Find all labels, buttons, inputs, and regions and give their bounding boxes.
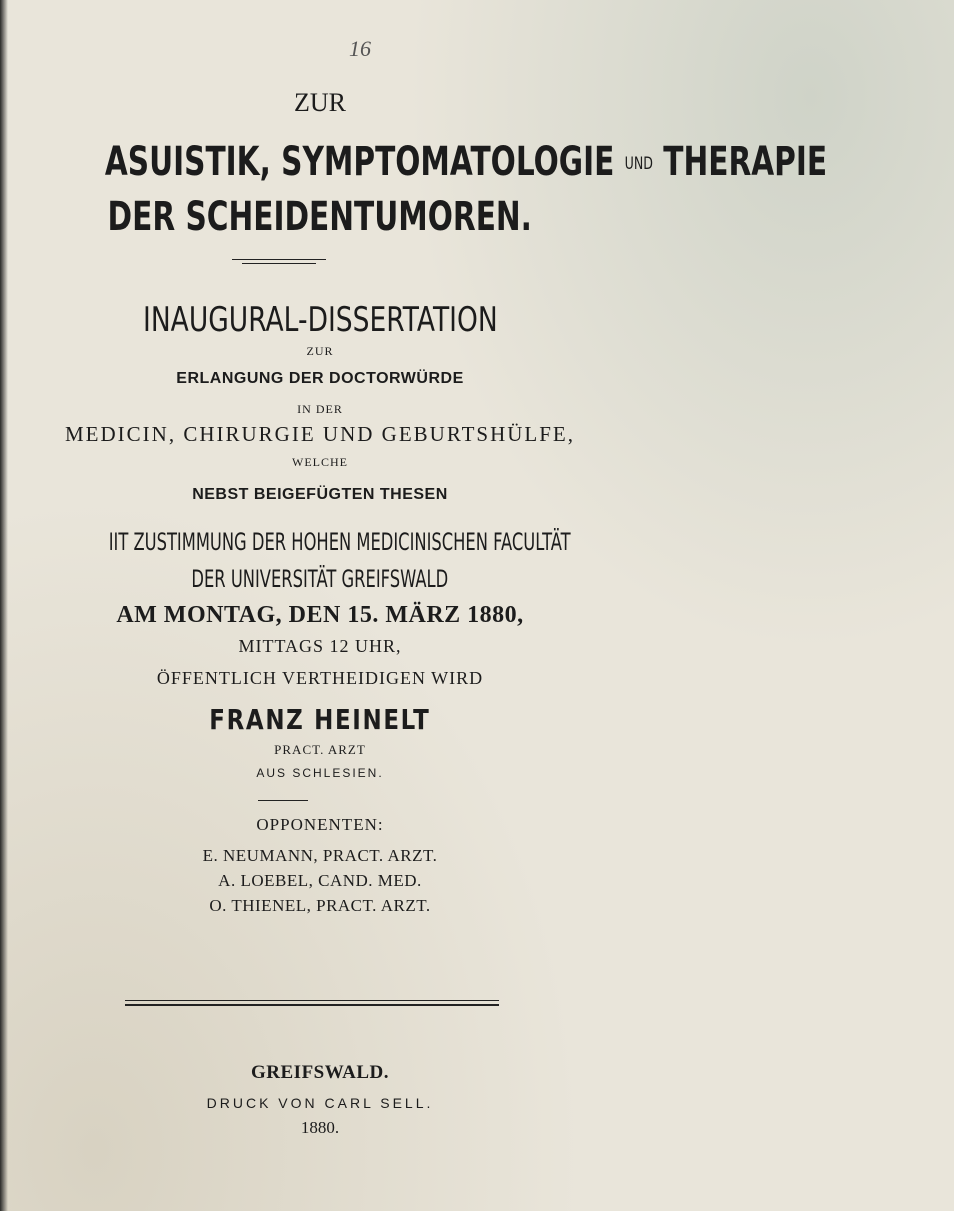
title-line-2-text: DER SCHEIDENTUMOREN. (107, 194, 533, 240)
title-line-1 (0, 138, 828, 185)
title-part-b: THERAPIE (663, 139, 828, 185)
author-title: PRACT. ARZT (274, 742, 366, 757)
page-number: 16 (349, 36, 371, 61)
universitaet-line (0, 565, 640, 594)
erlangung-line: ERLANGUNG DER DOCTORWÜRDE (176, 370, 464, 387)
title-small-und: UND (624, 154, 653, 174)
header-word: ZUR (294, 88, 346, 117)
dissertation-title (0, 300, 640, 340)
time-line: MITTAGS 12 UHR, (238, 636, 402, 656)
opponent-1: E. NEUMANN, PRACT. ARZT. (202, 846, 438, 865)
author-name-text: FRANZ HEINELT (209, 703, 431, 736)
author-name (0, 703, 640, 737)
printer: DRUCK VON CARL SELL. (206, 1095, 434, 1111)
universitaet-text: DER UNIVERSITÄT GREIFSWALD (191, 565, 449, 593)
oeffentlich-line: ÖFFENTLICH VERTHEIDIGEN WIRD (156, 668, 484, 688)
date-line: AM MONTAG, DEN 15. MÄRZ 1880, (116, 602, 524, 628)
title-part-a: ASUISTIK, SYMPTOMATOLOGIE (104, 139, 615, 185)
dissertation-title-text: INAUGURAL-DISSERTATION (142, 300, 498, 340)
faculties-line: MEDICIN, CHIRURGIE UND GEBURTSHÜLFE, (65, 422, 575, 446)
opponent-2: A. LOEBEL, CAND. MED. (218, 871, 422, 890)
title-line-2 (0, 193, 640, 240)
zustimmung-text: IIT ZUSTIMMUNG DER HOHEN MEDICINISCHEN FACULTÄT (108, 528, 571, 556)
nebst-line: NEBST BEIGEFÜGTEN THESEN (192, 486, 448, 503)
welche: WELCHE (292, 455, 348, 469)
in-der: IN DER (297, 402, 343, 416)
rule-top-short-2 (242, 263, 316, 264)
opponents-heading: OPPONENTEN: (256, 815, 384, 834)
rule-top-short (232, 259, 326, 260)
zur-small: ZUR (306, 344, 334, 358)
rule-bottom-long (125, 1000, 499, 1001)
zustimmung-line (0, 528, 640, 557)
rule-opponents (258, 800, 308, 801)
rule-bottom-long-2 (125, 1004, 499, 1006)
year: 1880. (300, 1118, 340, 1137)
author-origin: AUS SCHLESIEN. (256, 766, 384, 780)
opponent-3: O. THIENEL, PRACT. ARZT. (209, 896, 431, 915)
city: GREIFSWALD. (251, 1062, 389, 1083)
